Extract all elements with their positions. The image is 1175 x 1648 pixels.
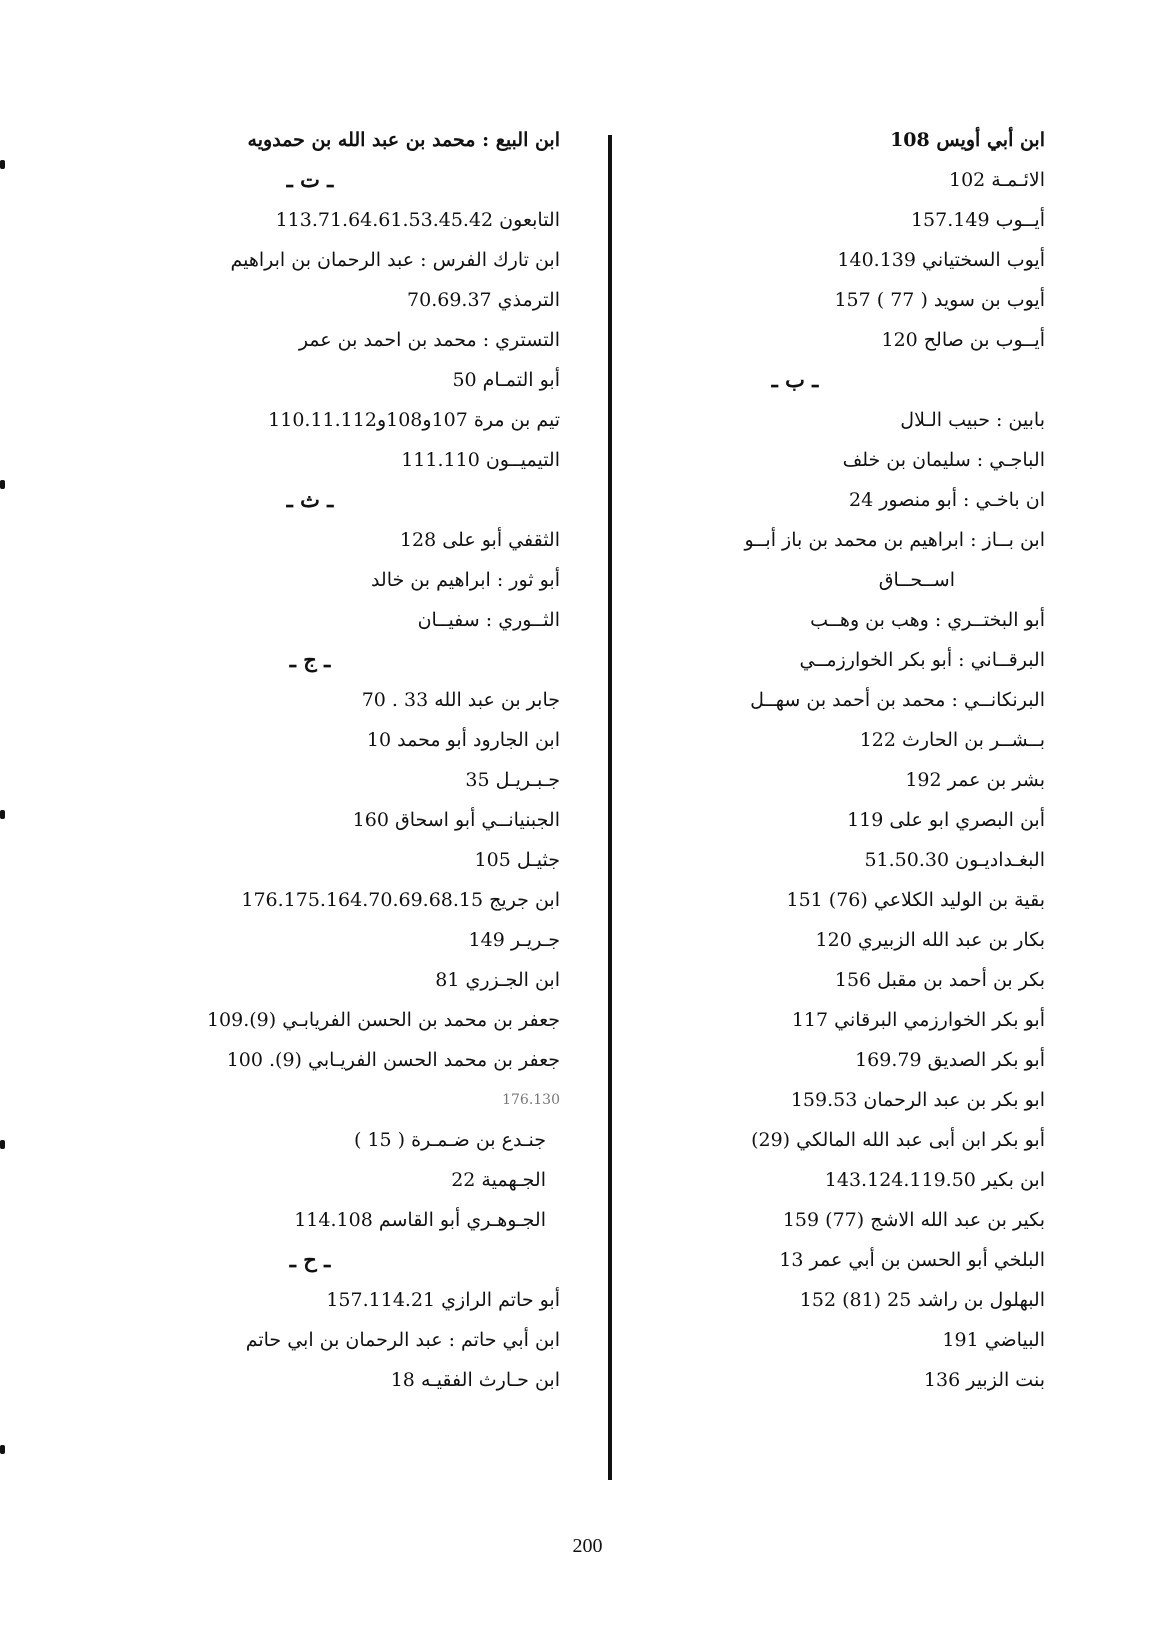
index-entry: ابن بــاز : ابراهيم بن محمد بن باز أبــو bbox=[744, 529, 1045, 551]
index-entry: الباجـي : سليمان بن خلف bbox=[842, 449, 1045, 471]
index-entry: الثــوري : سفيــان bbox=[417, 609, 560, 631]
page-number: 200 bbox=[572, 1535, 603, 1557]
index-entry: جعفر بن محمد بن الحسن الفريابـي (9).109 bbox=[206, 1009, 560, 1031]
index-entry: بشر بن عمر 192 bbox=[905, 769, 1045, 791]
index-entry: البياضي 191 bbox=[942, 1329, 1045, 1351]
index-entry: بكير بن عبد الله الاشج (77) 159 bbox=[782, 1209, 1045, 1231]
index-entry: ابن حـارث الفقيـه 18 bbox=[390, 1369, 560, 1391]
section-letter-heading: ـ ت ـ bbox=[286, 167, 334, 192]
index-entry: التابعون 113.71.64.61.53.45.42 bbox=[275, 209, 560, 231]
index-entry: الائـمـة 102 bbox=[948, 169, 1045, 191]
index-entry: أبو بكر الصديق 169.79 bbox=[855, 1049, 1045, 1071]
index-entry: أيوب السختياني 140.139 bbox=[837, 249, 1045, 271]
index-entry: بكار بن عبد الله الزبيري 120 bbox=[815, 929, 1045, 951]
index-entry: تيم بن مرة 107و108و110.11.112 bbox=[268, 409, 560, 431]
index-entry: ابن الجـزري 81 bbox=[435, 969, 560, 991]
index-entry: جابر بن عبد الله 33 . 70 bbox=[361, 689, 560, 711]
scan-mark bbox=[0, 810, 5, 819]
index-entry: البهلول بن راشد 25 (81) 152 bbox=[799, 1289, 1045, 1311]
index-entry: أبو البختــري : وهب بن وهــب bbox=[810, 609, 1045, 631]
index-entry: الثقفي أبو على 128 bbox=[399, 529, 560, 551]
index-entry: ابن أبي حاتم : عبد الرحمان بن ابي حاتم bbox=[245, 1329, 560, 1351]
index-entry: بابين : حبيب الـلال bbox=[900, 409, 1045, 431]
index-entry: التستري : محمد بن احمد بن عمر bbox=[298, 329, 560, 351]
index-entry: بقية بن الوليد الكلاعي (76) 151 bbox=[786, 889, 1045, 911]
index-entry: اســحــاق bbox=[878, 569, 955, 591]
right-index-column bbox=[625, 120, 1045, 1400]
index-entry: الجبنيانــي أبو اسحاق 160 bbox=[352, 809, 560, 831]
index-entry: أيوب بن سويد ( 77 ) 157 bbox=[834, 289, 1045, 311]
index-entry: البغـداديـون 51.50.30 bbox=[864, 849, 1045, 871]
index-entry: الجـهمية 22 bbox=[451, 1169, 546, 1191]
index-entry: البلخي أبو الحسن بن أبي عمر 13 bbox=[779, 1249, 1045, 1271]
column-divider bbox=[608, 135, 612, 1480]
index-entry: جـبـريـل 35 bbox=[465, 769, 560, 791]
index-entry: أبو حاتم الرازي 157.114.21 bbox=[326, 1289, 560, 1311]
index-entry: ان باخـي : أبو منصور 24 bbox=[848, 489, 1045, 511]
index-entry: جثيـل 105 bbox=[474, 849, 560, 871]
index-entry: جعفر بن محمد الحسن الفريـابي (9). 100 bbox=[226, 1049, 560, 1071]
index-entry: بنت الزبير 136 bbox=[923, 1369, 1045, 1391]
scan-mark bbox=[0, 480, 5, 489]
index-entry: ابن تارك الفرس : عبد الرحمان بن ابراهيم bbox=[230, 249, 560, 271]
index-entry: 176.130 bbox=[502, 1092, 560, 1108]
index-entry: ابو بكر بن عبد الرحمان 159.53 bbox=[790, 1089, 1045, 1111]
index-entry: جنـدع بن ضـمـرة ( 15 ) bbox=[353, 1129, 546, 1151]
index-entry: ابن الجارود أبو محمد 10 bbox=[366, 729, 560, 751]
index-entry: أبو بكر الخوارزمي البرقاني 117 bbox=[791, 1009, 1045, 1031]
index-entry: أبو ثور : ابراهيم بن خالد bbox=[370, 569, 560, 591]
section-letter-heading: ـ ث ـ bbox=[286, 487, 334, 512]
index-entry: أبو التمـام 50 bbox=[452, 369, 560, 391]
section-letter-heading: ـ ح ـ bbox=[289, 1247, 331, 1272]
index-entry: أيــوب 157.149 bbox=[910, 209, 1045, 231]
scan-mark bbox=[0, 1140, 5, 1149]
section-letter-heading: ـ ج ـ bbox=[289, 647, 331, 672]
section-letter-heading: ـ ب ـ bbox=[771, 367, 819, 392]
index-entry: ابن أبي أويس 108 bbox=[890, 129, 1045, 151]
index-entry: بــشــر بن الحارث 122 bbox=[859, 729, 1045, 751]
index-entry: جـريـر 149 bbox=[468, 929, 560, 951]
index-entry: البرنكانــي : محمد بن أحمد بن سهــل bbox=[750, 689, 1045, 711]
index-entry: ابن جريج 176.175.164.70.69.68.15 bbox=[241, 889, 560, 911]
index-entry: ابن البيع : محمد بن عبد الله بن حمدويه bbox=[247, 129, 560, 151]
index-entry: أيــوب بن صالح 120 bbox=[881, 329, 1045, 351]
index-entry: أبن البصري ابو على 119 bbox=[847, 809, 1045, 831]
index-entry: الجـوهـري أبو القاسم 114.108 bbox=[294, 1209, 546, 1231]
left-index-column bbox=[140, 120, 560, 1400]
index-entry: البرقــاني : أبو بكر الخوارزمــي bbox=[799, 649, 1045, 671]
index-entry: التيميــون 111.110 bbox=[401, 449, 560, 471]
index-entry: أبو بكر ابن أبى عبد الله المالكي (29) bbox=[751, 1129, 1045, 1151]
scan-mark bbox=[0, 160, 5, 169]
scan-mark bbox=[0, 1445, 5, 1454]
index-entry: بكر بن أحمد بن مقبل 156 bbox=[834, 969, 1045, 991]
index-entry: ابن بكير 143.124.119.50 bbox=[824, 1169, 1045, 1191]
index-entry: الترمذي 70.69.37 bbox=[407, 289, 560, 311]
